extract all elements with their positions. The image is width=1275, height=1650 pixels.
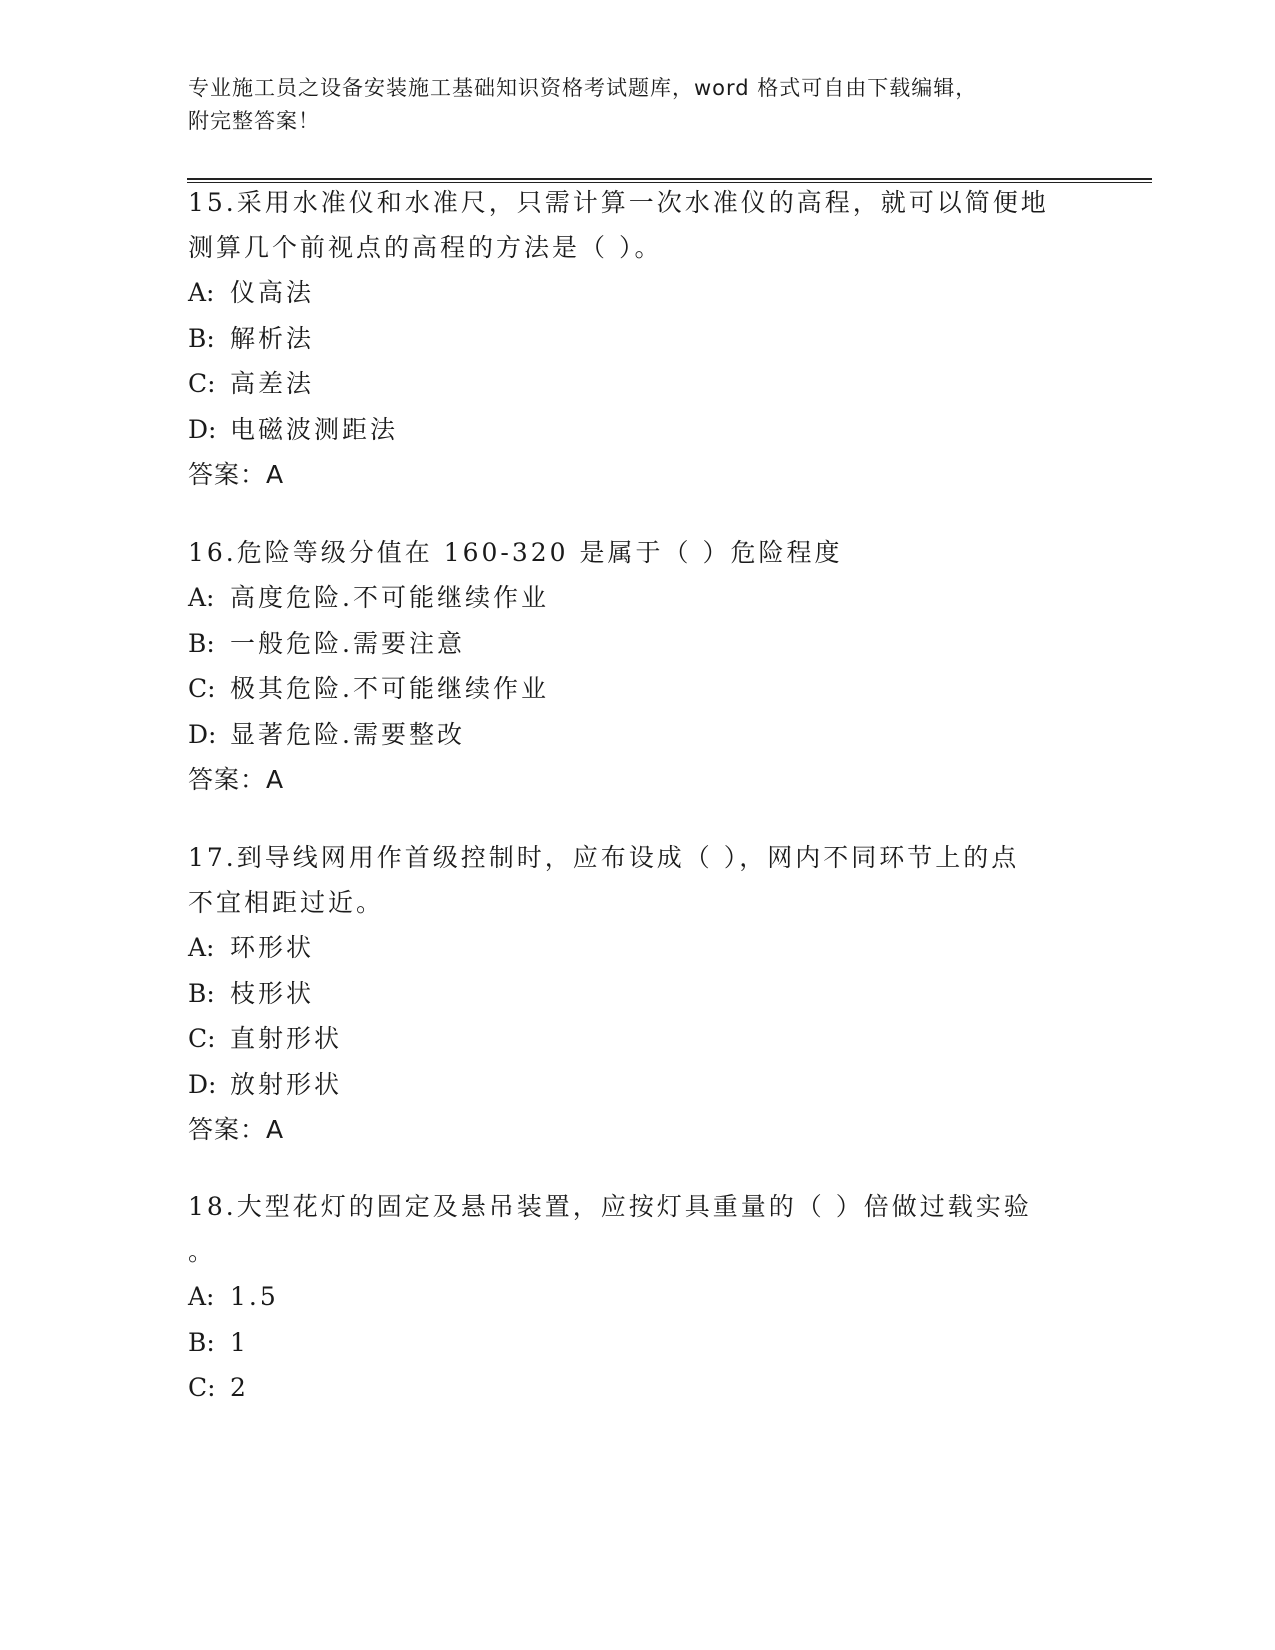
question-15 (188, 180, 1088, 497)
option-d (188, 712, 1088, 758)
question-17 (188, 835, 1088, 1152)
option-b (188, 621, 1088, 667)
option-letter: D: (188, 1069, 217, 1099)
option-text: 1 (230, 1327, 249, 1357)
question-stem (188, 1184, 1088, 1274)
option-text: 高差法 (230, 369, 315, 398)
option-letter: C: (188, 1373, 216, 1402)
option-letter: B: (188, 323, 215, 353)
question-stem-line: 15.采用水准仪和水准尺，只需计算一次水准仪的高程，就可以简便地 (188, 188, 1049, 217)
answer-line: 答案：A (188, 1115, 285, 1144)
option-letter: C: (188, 674, 216, 703)
option-a (188, 270, 1088, 316)
answer-line: 答案：A (188, 765, 285, 794)
option-c (188, 666, 1088, 712)
option-a (188, 575, 1088, 621)
option-b (188, 1320, 1088, 1366)
option-text: 直射形状 (230, 1024, 343, 1053)
question-stem (188, 530, 1088, 575)
question-stem (188, 835, 1088, 925)
question-stem-line: 16.危险等级分值在 160-320 是属于（ ）危险程度 (188, 538, 843, 567)
question-16 (188, 530, 1088, 802)
option-text: 放射形状 (230, 1069, 343, 1099)
question-stem-line: 。 (188, 1237, 217, 1266)
option-text: 1.5 (230, 1282, 279, 1311)
header-line-1: 专业施工员之设备安装施工基础知识资格考试题库，word 格式可自由下载编辑， (188, 76, 978, 100)
option-letter: A: (188, 1282, 215, 1311)
option-text: 一般危险.需要注意 (230, 628, 465, 658)
option-text: 仪高法 (230, 278, 315, 307)
option-c (188, 1365, 1088, 1411)
option-c (188, 361, 1088, 407)
option-text: 电磁波测距法 (230, 414, 399, 444)
question-18 (188, 1184, 1088, 1411)
option-c (188, 1016, 1088, 1062)
option-letter: B: (188, 978, 215, 1008)
option-letter: D: (188, 414, 217, 444)
option-letter: B: (188, 628, 215, 658)
option-letter: C: (188, 1024, 216, 1053)
option-letter: D: (188, 719, 217, 749)
answer-line: 答案：A (188, 460, 285, 489)
option-text: 显著危险.需要整改 (230, 719, 465, 749)
option-letter: C: (188, 369, 216, 398)
option-text: 2 (230, 1373, 249, 1402)
option-a (188, 1274, 1088, 1320)
option-text: 枝形状 (230, 978, 315, 1008)
option-letter: A: (188, 583, 215, 612)
header-line-2: 附完整答案！ (188, 109, 320, 133)
option-a (188, 925, 1088, 971)
question-stem (188, 180, 1088, 270)
option-d (188, 407, 1088, 453)
option-text: 环形状 (230, 933, 315, 962)
option-letter: B: (188, 1327, 215, 1357)
option-text: 极其危险.不可能继续作业 (230, 674, 549, 703)
option-d (188, 1062, 1088, 1108)
question-stem-line: 18.大型花灯的固定及悬吊装置，应按灯具重量的（ ）倍做过载实验 (188, 1192, 1032, 1221)
option-text: 高度危险.不可能继续作业 (230, 583, 549, 612)
option-letter: A: (188, 278, 215, 307)
question-stem-line: 测算几个前视点的高程的方法是（ ）。 (188, 233, 663, 262)
document-header (188, 72, 1068, 138)
option-letter: A: (188, 933, 215, 962)
option-b (188, 316, 1088, 362)
question-stem-line: 不宜相距过近。 (188, 888, 385, 917)
option-b (188, 971, 1088, 1017)
option-text: 解析法 (230, 323, 315, 353)
question-stem-line: 17.到导线网用作首级控制时，应布设成（ ），网内不同环节上的点 (188, 843, 1020, 872)
